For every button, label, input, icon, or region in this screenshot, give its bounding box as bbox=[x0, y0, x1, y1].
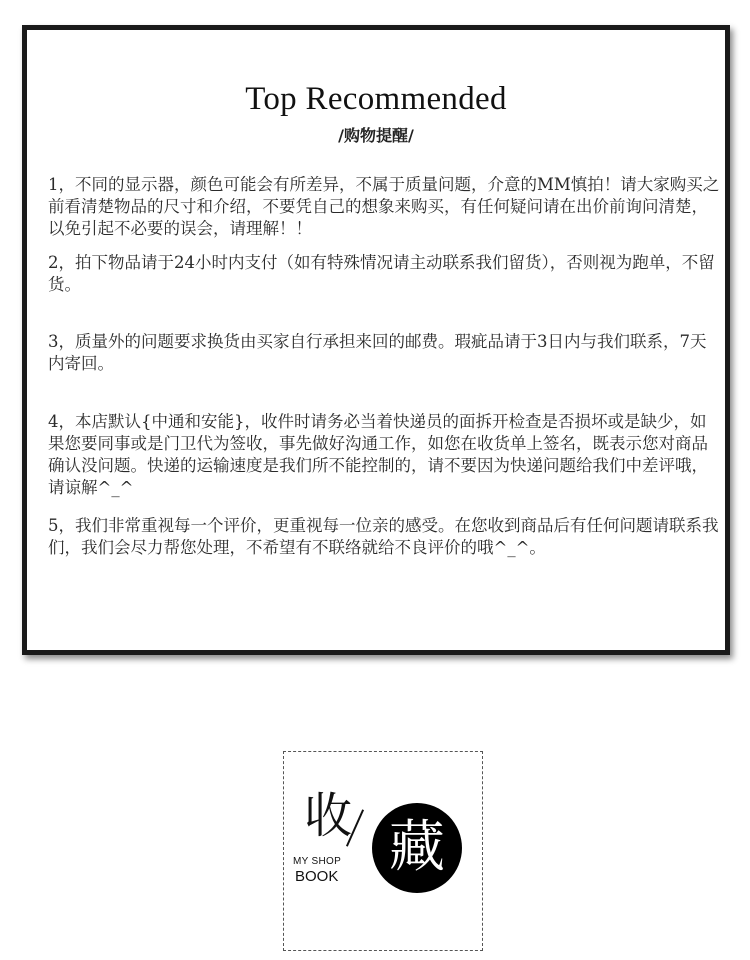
collect-shop-button[interactable] bbox=[283, 751, 483, 951]
collect-char-label: 收 bbox=[304, 788, 353, 844]
book-label: BOOK bbox=[295, 868, 339, 885]
notice-paragraph-1: 1，不同的显示器，颜色可能会有所差异，不属于质量问题，介意的MM慎拍！请大家购买之前看清楚物品的尺寸和介绍，不要凭自己的想象来购买，有任何疑问请在出价前询问清楚，以免引起不必要的误会，请理解！！ bbox=[48, 175, 720, 238]
notice-title: Top Recommended bbox=[245, 81, 507, 117]
notice-paragraph-5: 5，我们非常重视每一个评价，更重视每一位亲的感受。在您收到商品后有任何问题请联系我们，我们会尽力帮您处理，不希望有不联络就给不良评价的哦^_^。 bbox=[48, 516, 719, 557]
collect-circle-badge bbox=[372, 803, 462, 893]
shopping-notice-box bbox=[22, 25, 730, 655]
notice-paragraph-4: 4，本店默认{中通和安能}，收件时请务必当着快递员的面拆开检查是否损坏或是缺少，如果您要同事或是门卫代为签收，事先做好沟通工作，如您在收货单上签名，既表示您对商品确认没问题。快递的运输速度是我们所不能控制的，请不要因为快递问题给我们中差评哦，请谅解^_^ bbox=[48, 412, 708, 497]
notice-paragraph-2: 2，拍下物品请于24小时内支付（如有特殊情况请主动联系我们留货），否则视为跑单，不留货。 bbox=[48, 253, 715, 294]
notice-subtitle: /购物提醒/ bbox=[338, 126, 414, 145]
my-shop-label: MY SHOP bbox=[293, 856, 342, 867]
circle-char-label: 藏 bbox=[389, 815, 445, 880]
notice-paragraph-3: 3，质量外的问题要求换货由买家自行承担来回的邮费。瑕疵品请于3日内与我们联系，7天内寄回。 bbox=[48, 332, 707, 373]
